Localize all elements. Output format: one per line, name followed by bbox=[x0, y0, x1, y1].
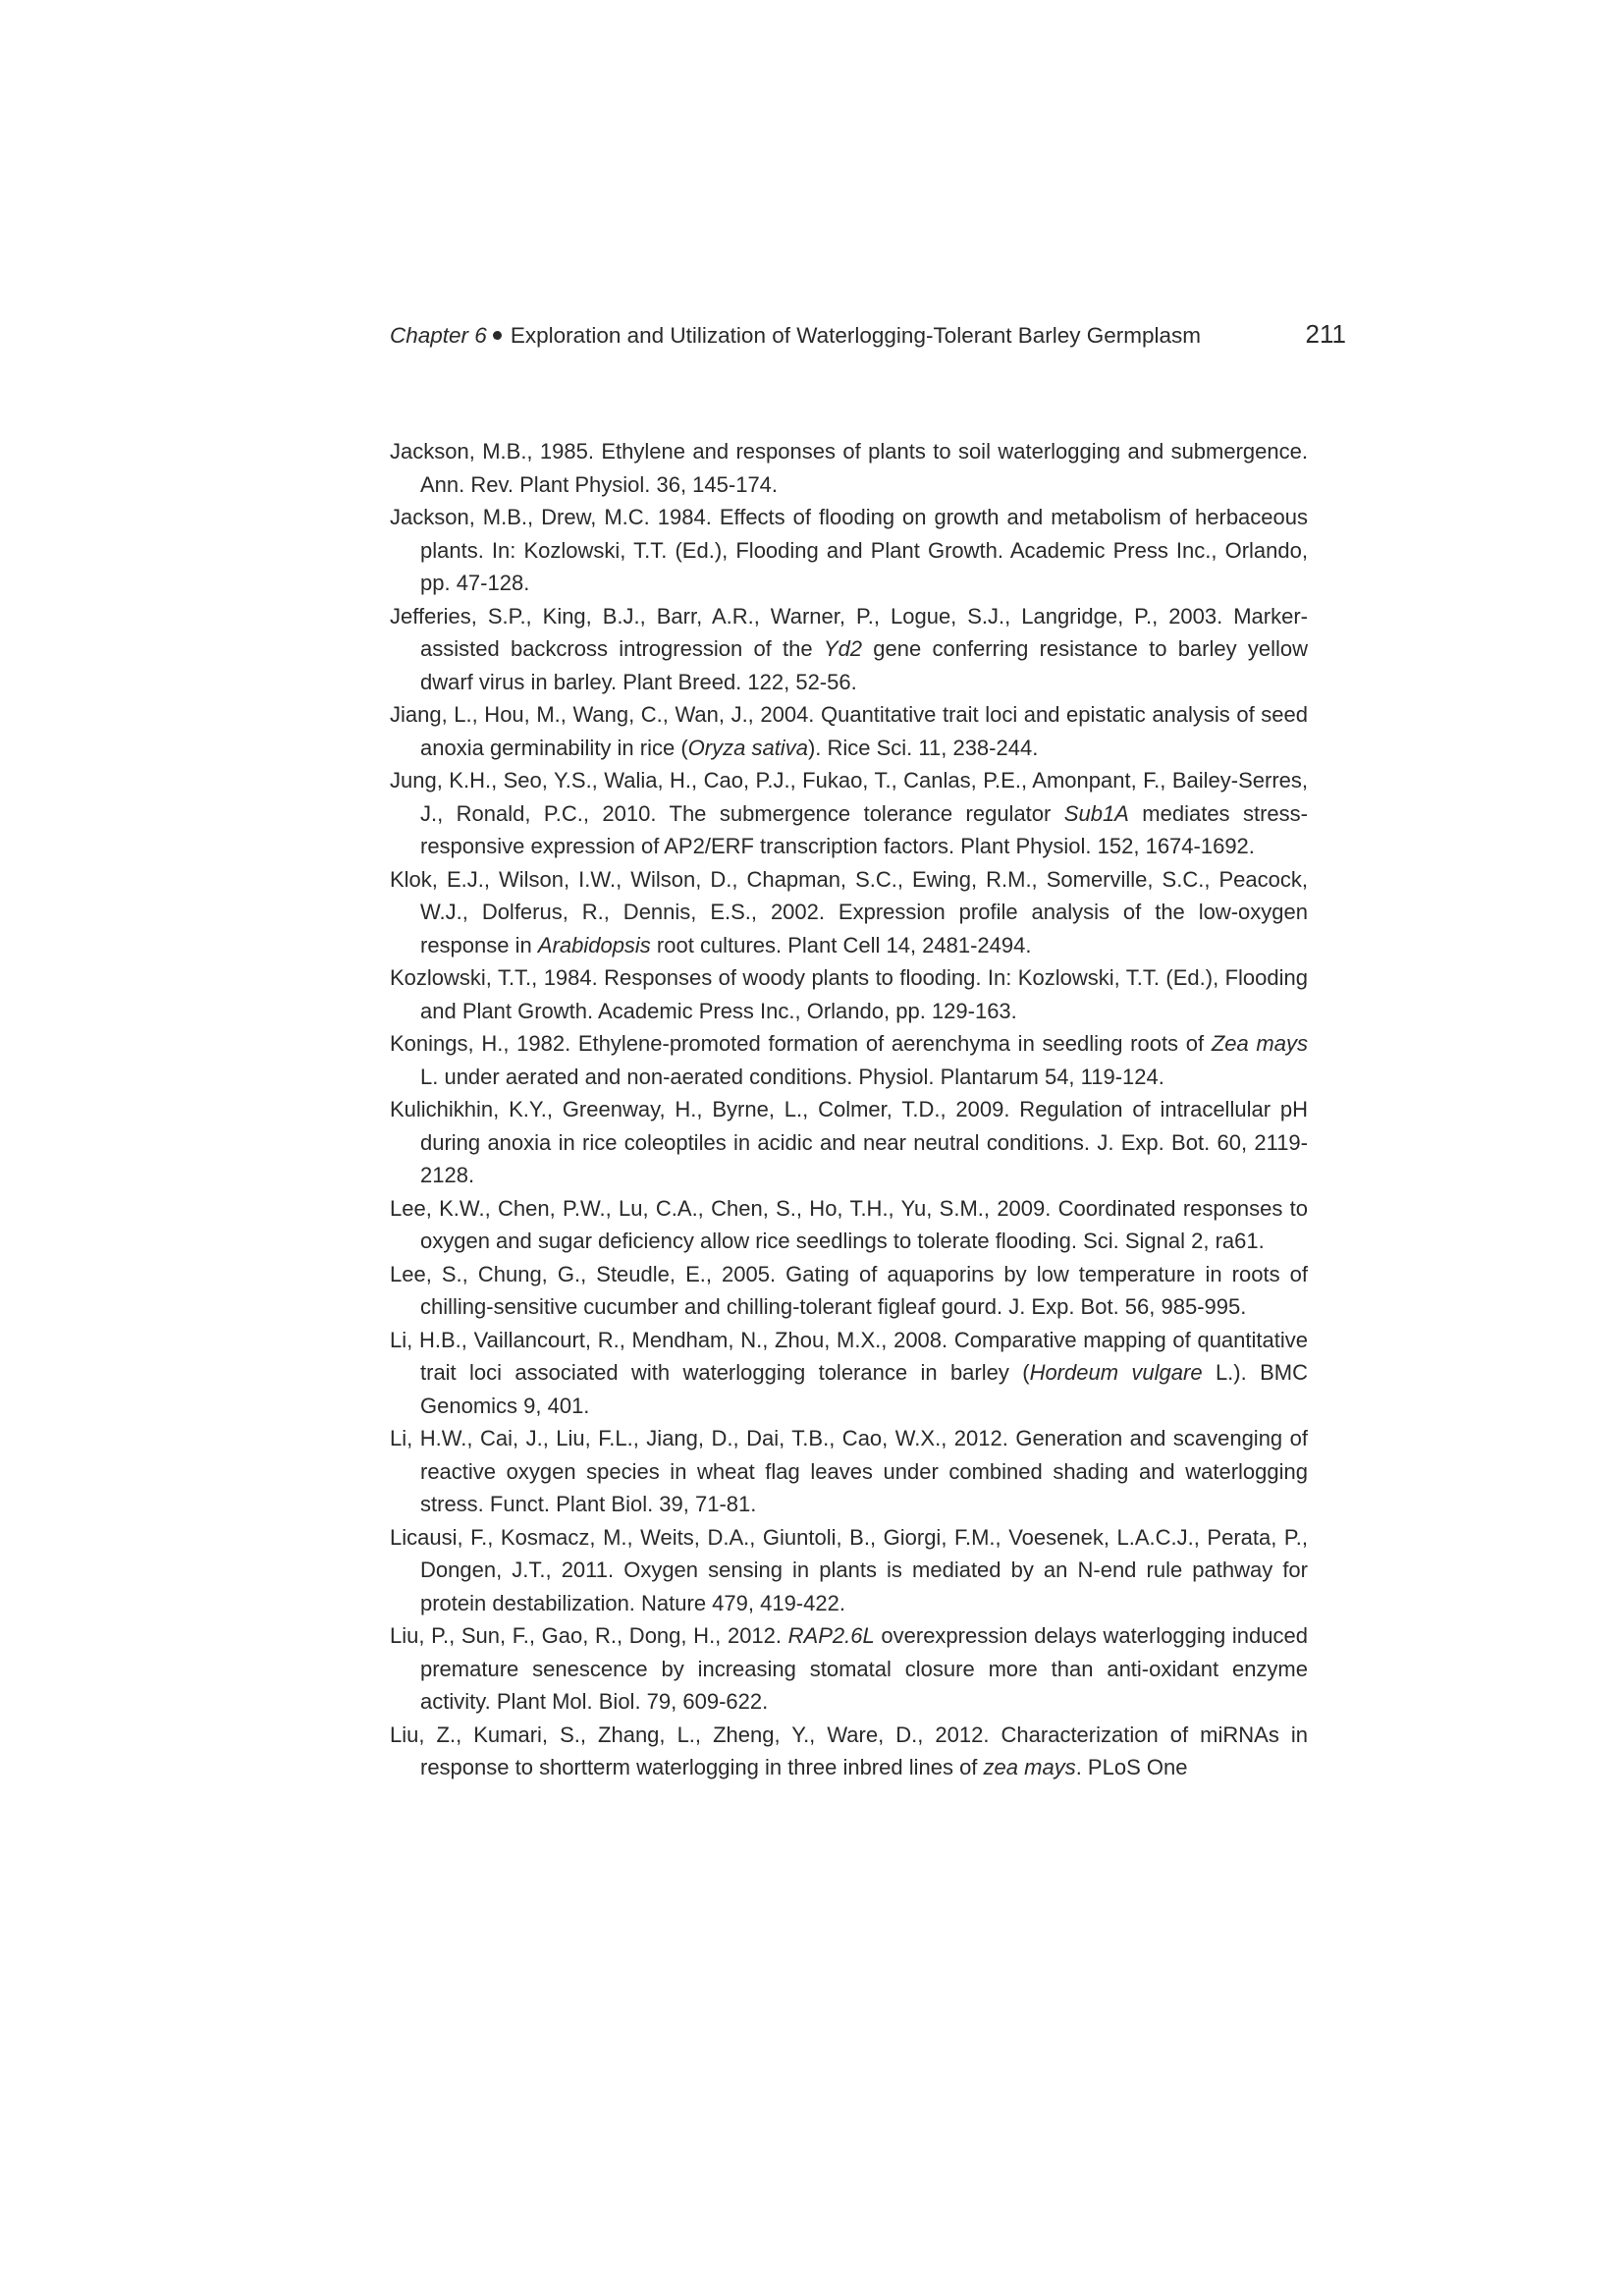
reference-text: Li, H.B., Vaillancourt, R., Mendham, N., Zhou, M.X., 2008. Comparative mapping of quantitative trait loci associated with waterlogging tolerance in barley ( bbox=[390, 1327, 1308, 1385]
reference-italic-text: Arabidopsis bbox=[537, 932, 651, 957]
reference-text: Klok, E.J., Wilson, I.W., Wilson, D., Chapman, S.C., Ewing, R.M., Somerville, S.C., Peacock, W.J., Dolferus, R., Dennis, E.S., 2002. Expression profile analysis of the low-oxygen response in bbox=[390, 866, 1308, 957]
reference-italic-text: Hordeum vulgare bbox=[1029, 1360, 1203, 1385]
running-header bbox=[390, 316, 1346, 355]
reference-text: Jiang, L., Hou, M., Wang, C., Wan, J., 2004. Quantitative trait loci and epistatic analysis of seed anoxia germinability in rice ( bbox=[390, 702, 1308, 760]
reference-text: overexpression delays waterlogging induced premature senescence by increasing stomatal closure more than anti-oxidant enzyme activity. Plant Mol. Biol. 79, 609-622. bbox=[420, 1623, 1308, 1714]
reference-entry bbox=[390, 863, 1308, 962]
reference-entry bbox=[390, 1192, 1308, 1258]
reference-text: Jefferies, S.P., King, B.J., Barr, A.R., Warner, P., Logue, S.J., Langridge, P., 2003. Marker-assisted backcross introgression of the bbox=[390, 603, 1308, 661]
reference-entry bbox=[390, 1324, 1308, 1423]
reference-entry bbox=[390, 764, 1308, 863]
reference-text: Jackson, M.B., Drew, M.C. 1984. Effects of flooding on growth and metabolism of herbaceous plants. In: Kozlowski, T.T. (Ed.), Flooding and Plant Growth. Academic Press Inc., Orlando, pp. 47-128. bbox=[390, 505, 1308, 595]
reference-text: Licausi, F., Kosmacz, M., Weits, D.A., Giuntoli, B., Giorgi, F.M., Voesenek, L.A.C.J., Perata, P., Dongen, J.T., 2011. Oxygen sensing in plants is mediated by an N-end rule pathway for protein destabilization. Nature 479, 419-422. bbox=[390, 1524, 1308, 1615]
reference-italic-text: Yd2 bbox=[823, 636, 863, 661]
bullet-separator-icon bbox=[493, 331, 502, 340]
reference-italic-text: Zea mays bbox=[1211, 1031, 1308, 1056]
reference-text: Lee, S., Chung, G., Steudle, E., 2005. Gating of aquaporins by low temperature in roots of chilling-sensitive cucumber and chilling-tolerant figleaf gourd. J. Exp. Bot. 56, 985-995. bbox=[390, 1261, 1308, 1319]
reference-entry bbox=[390, 600, 1308, 699]
reference-entry bbox=[390, 1521, 1308, 1620]
reference-entry bbox=[390, 961, 1308, 1027]
reference-text: Kulichikhin, K.Y., Greenway, H., Byrne, L., Colmer, T.D., 2009. Regulation of intracellular pH during anoxia in rice coleoptiles in acidic and near neutral conditions. J. Exp. Bot. 60, 2119-2128. bbox=[390, 1097, 1308, 1187]
reference-text: Jung, K.H., Seo, Y.S., Walia, H., Cao, P.J., Fukao, T., Canlas, P.E., Amonpant, F., Bailey-Serres, J., Ronald, P.C., 2010. The submergence tolerance regulator bbox=[390, 768, 1308, 826]
reference-text: ). Rice Sci. 11, 238-244. bbox=[807, 735, 1039, 760]
reference-text: . PLoS One bbox=[1075, 1755, 1188, 1779]
reference-italic-text: Sub1A bbox=[1063, 800, 1129, 826]
reference-text: Liu, Z., Kumari, S., Zhang, L., Zheng, Y., Ware, D., 2012. Characterization of miRNAs in response to shortterm waterlogging in three inbred lines of bbox=[390, 1722, 1308, 1779]
reference-entry bbox=[390, 1619, 1308, 1719]
reference-text: Li, H.W., Cai, J., Liu, F.L., Jiang, D., Dai, T.B., Cao, W.X., 2012. Generation and scavenging of reactive oxygen species in wheat flag leaves under combined shading and waterlogging stress. Funct. Plant Biol. 39, 71-81. bbox=[390, 1426, 1308, 1516]
reference-entry bbox=[390, 1258, 1308, 1324]
reference-entry bbox=[390, 1027, 1308, 1093]
reference-entry bbox=[390, 1719, 1308, 1784]
reference-text: root cultures. Plant Cell 14, 2481-2494. bbox=[650, 932, 1032, 957]
reference-text: Kozlowski, T.T., 1984. Responses of woody plants to flooding. In: Kozlowski, T.T. (Ed.), Flooding and Plant Growth. Academic Press Inc., Orlando, pp. 129-163. bbox=[390, 965, 1308, 1023]
reference-text: Konings, H., 1982. Ethylene-promoted formation of aerenchyma in seedling roots of bbox=[390, 1031, 1212, 1056]
reference-entry bbox=[390, 698, 1308, 764]
reference-entry bbox=[390, 1422, 1308, 1521]
reference-italic-text: RAP2.6L bbox=[787, 1623, 875, 1648]
reference-entry bbox=[390, 435, 1308, 501]
header-title: Exploration and Utilization of Waterlogging-Tolerant Barley Germplasm bbox=[510, 323, 1202, 348]
page-number: 211 bbox=[1305, 319, 1346, 349]
reference-text: mediates stress-responsive expression of AP2/ERF transcription factors. Plant Physiol. 152, 1674-1692. bbox=[420, 800, 1308, 858]
reference-italic-text: zea mays bbox=[983, 1755, 1076, 1779]
reference-entry bbox=[390, 1093, 1308, 1192]
reference-text: L. under aerated and non-aerated conditions. Physiol. Plantarum 54, 119-124. bbox=[420, 1064, 1164, 1089]
reference-list bbox=[390, 435, 1308, 1784]
chapter-label: Chapter 6 bbox=[390, 323, 487, 348]
reference-text: Jackson, M.B., 1985. Ethylene and responses of plants to soil waterlogging and submergence. Ann. Rev. Plant Physiol. 36, 145-174. bbox=[390, 439, 1308, 497]
reference-text: gene conferring resistance to barley yellow dwarf virus in barley. Plant Breed. 122, 52-56. bbox=[420, 636, 1308, 694]
reference-italic-text: Oryza sativa bbox=[687, 735, 808, 760]
reference-entry bbox=[390, 501, 1308, 600]
reference-text: Liu, P., Sun, F., Gao, R., Dong, H., 2012. bbox=[390, 1623, 788, 1648]
reference-text: Lee, K.W., Chen, P.W., Lu, C.A., Chen, S., Ho, T.H., Yu, S.M., 2009. Coordinated responses to oxygen and sugar deficiency allow rice seedlings to tolerate flooding. Sci. Signal 2, ra61. bbox=[390, 1195, 1308, 1253]
reference-text: L.). BMC Genomics 9, 401. bbox=[420, 1360, 1308, 1418]
